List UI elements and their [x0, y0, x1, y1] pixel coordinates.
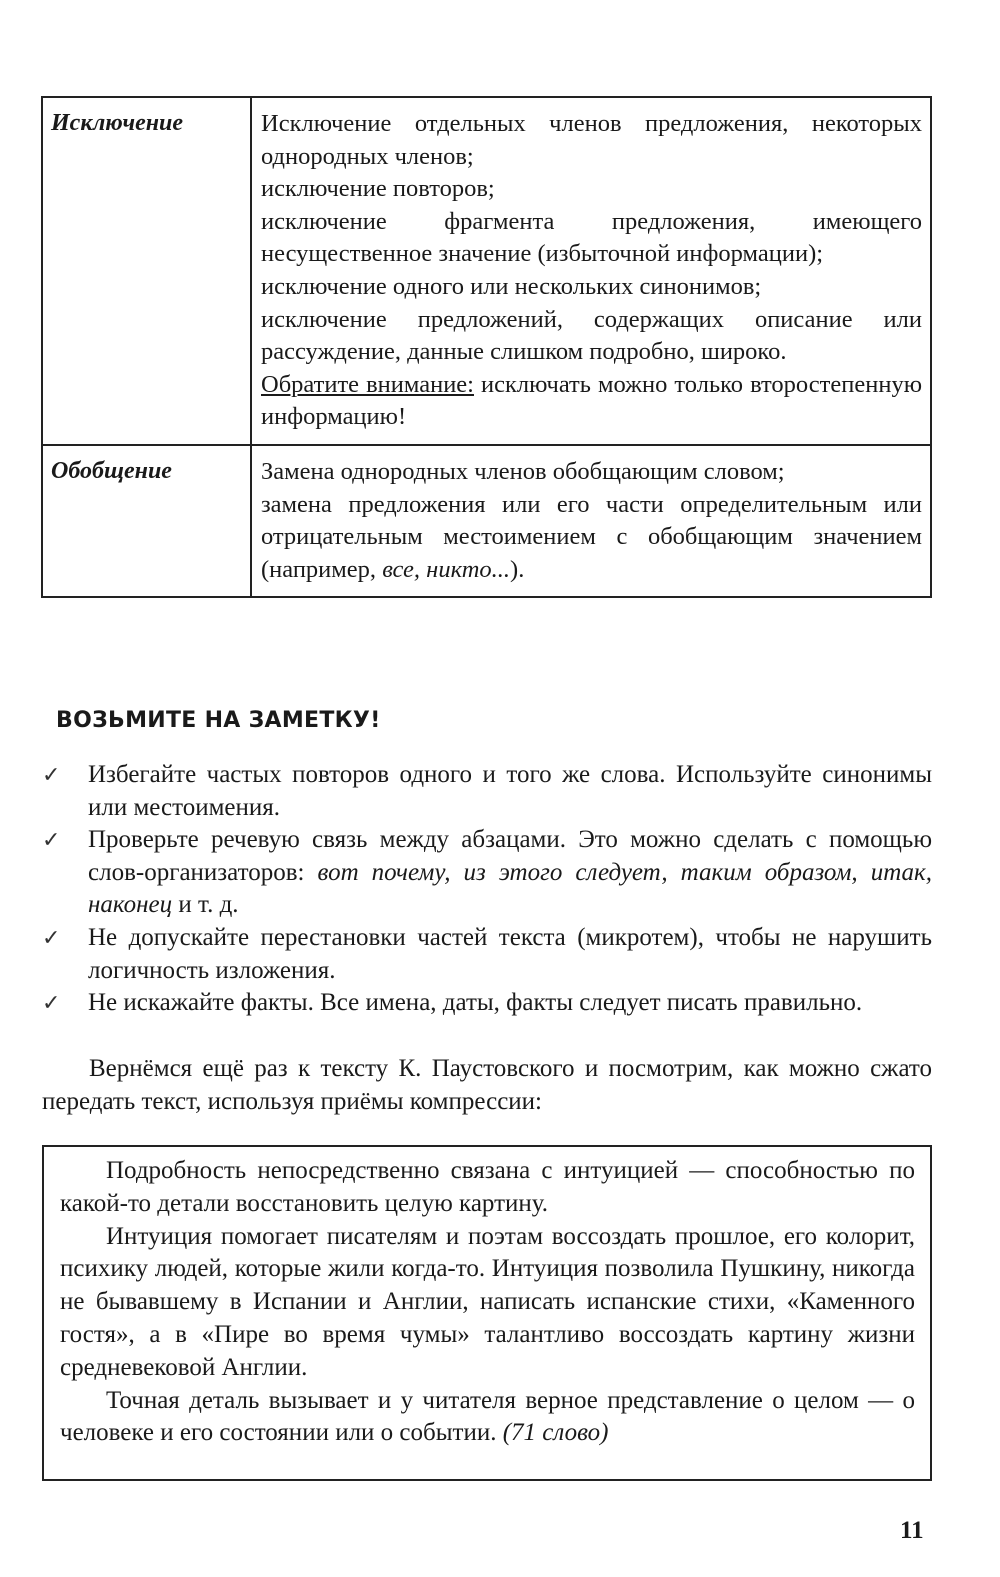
- checkmark-icon: ✓: [42, 990, 61, 1016]
- term-generalization: Обобщение: [43, 446, 252, 596]
- description-generalization: [252, 446, 930, 596]
- attention-note: [261, 369, 922, 434]
- description-line: исключение предложений, содержащих описание или рассуждение, данные слишком подробно, широко.: [261, 305, 922, 366]
- description-exclusion: [252, 98, 930, 444]
- attention-label: Обратите внимание:: [261, 370, 474, 398]
- description-line: исключение повторов;: [261, 175, 495, 203]
- section-heading: ВОЗЬМИТЕ НА ЗАМЕТКУ!: [56, 708, 381, 733]
- checkmark-icon: ✓: [42, 827, 61, 853]
- table-row-exclusion: [43, 98, 930, 444]
- list-item-text: Избегайте частых повторов одного и того же слова. Используйте синонимы или местоимения.: [88, 761, 932, 821]
- compression-table: [41, 96, 932, 598]
- checkmark-icon: ✓: [42, 924, 61, 950]
- tips-checklist: [42, 759, 932, 1020]
- list-item-text: Не допускайте перестановки частей текста (микротем), чтобы не нарушить логичность изложения.: [88, 923, 932, 984]
- description-text: ).: [510, 555, 525, 583]
- intro-paragraph: Вернёмся ещё раз к тексту К. Паустовского и посмотрим, как можно сжато передать текст, используя приёмы компрессии:: [42, 1055, 932, 1115]
- example-words: все, никто...: [382, 555, 511, 583]
- description-line: исключение фрагмента предложения, имеющего несущественное значение (избыточной информации);: [261, 207, 922, 268]
- checkmark-icon: ✓: [42, 762, 61, 787]
- connector-words: вот почему, из этого следует, таким образом, итак, наконец: [88, 858, 933, 919]
- description-line: исключение одного или нескольких синонимов;: [261, 272, 762, 300]
- box-paragraph-3-text: Точная деталь вызывает и у читателя верное представление о целом — о человеке и его состоянии или о событии.: [60, 1386, 915, 1447]
- list-item-text: Проверьте речевую связь между абзацами. Это можно сделать с помощью слов-организаторов:: [88, 826, 932, 886]
- word-count: (71 слово): [502, 1419, 609, 1447]
- attention-text: исключать можно только второстепенную информацию!: [261, 370, 922, 431]
- box-paragraph-3: [60, 1385, 915, 1451]
- list-item: [42, 922, 932, 987]
- page-number: 11: [900, 1517, 924, 1544]
- compressed-text-box: [42, 1145, 932, 1481]
- table-row-generalization: [43, 444, 930, 596]
- description-line: [261, 489, 922, 587]
- description-text: замена предложения или его части определительным или отрицательным местоимением с обобщающим значением (например,: [261, 490, 922, 583]
- description-line: Замена однородных членов обобщающим словом;: [261, 457, 785, 485]
- list-item: [42, 824, 932, 922]
- term-exclusion: Исключение: [43, 98, 252, 444]
- box-paragraph-1: Подробность непосредственно связана с интуицией — способностью по какой-то детали восстановить целую картину.: [60, 1157, 915, 1217]
- list-item: [42, 759, 932, 824]
- list-item: [42, 987, 932, 1020]
- list-item-text: и т. д.: [172, 891, 239, 919]
- list-item-text: Не искажайте факты. Все имена, даты, факты следует писать правильно.: [88, 989, 863, 1017]
- box-paragraph-2: Интуиция помогает писателям и поэтам воссоздать прошлое, его колорит, психику людей, которые жили когда-то. Интуиция позволила Пушкину, никогда не бывавшему в Испании и Англии, написать испанские стихи, «Каменного гостя», а в «Пире во время чумы» талантливо воссоздать картину жизни средневековой Англии.: [60, 1222, 915, 1381]
- description-line: Исключение отдельных членов предложения, некоторых однородных членов;: [261, 110, 922, 170]
